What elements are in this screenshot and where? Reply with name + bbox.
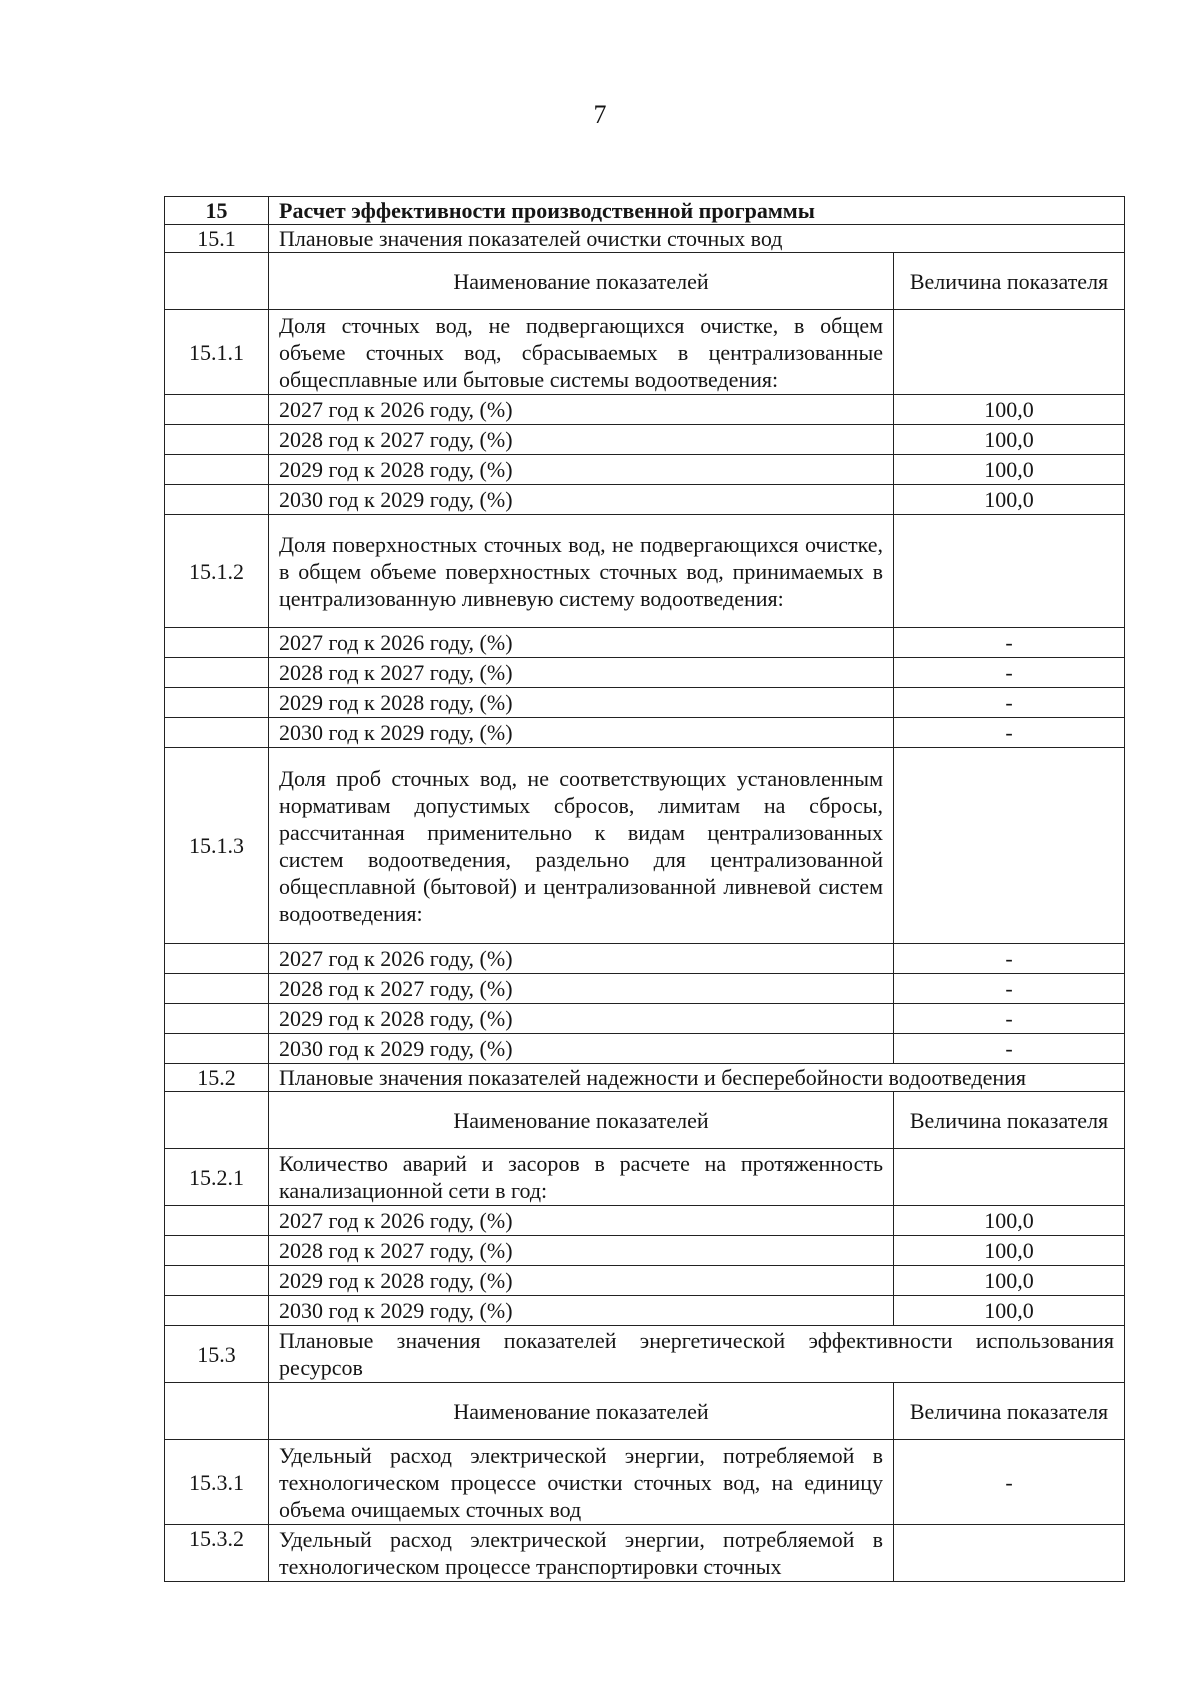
- section-title: Расчет эффективности производственной программы: [269, 197, 1125, 225]
- column-header-value: Величина показателя: [894, 1383, 1125, 1440]
- year-label: 2030 год к 2029 году, (%): [269, 718, 894, 748]
- indicator-value: -: [894, 1440, 1125, 1525]
- subsection-row: [165, 225, 1125, 253]
- column-header-name: Наименование показателей: [269, 1092, 894, 1149]
- year-label: 2027 год к 2026 году, (%): [269, 628, 894, 658]
- year-value: 100,0: [894, 1206, 1125, 1236]
- year-label: 2027 год к 2026 году, (%): [269, 944, 894, 974]
- indicator-row: [165, 310, 1125, 395]
- indicator-row: [165, 1525, 1125, 1582]
- page-number: 7: [593, 100, 607, 129]
- indicator-text: Доля сточных вод, не подвергающихся очистке, в общем объеме сточных вод, сбрасываемых в централизованные общесплавные или бытовые системы водоотведения:: [269, 310, 894, 395]
- subsection-number: 15.3: [165, 1326, 269, 1383]
- year-label: 2029 год к 2028 году, (%): [269, 455, 894, 485]
- year-label: 2030 год к 2029 году, (%): [269, 1296, 894, 1326]
- efficiency-table: [164, 196, 1125, 1582]
- column-header-name: Наименование показателей: [269, 1383, 894, 1440]
- year-row: [165, 1236, 1125, 1266]
- year-value: -: [894, 688, 1125, 718]
- year-label: 2029 год к 2028 году, (%): [269, 688, 894, 718]
- year-row: [165, 395, 1125, 425]
- year-value: -: [894, 1034, 1125, 1064]
- indicator-row: [165, 1149, 1125, 1206]
- year-value: 100,0: [894, 1236, 1125, 1266]
- year-value: -: [894, 1004, 1125, 1034]
- year-value: -: [894, 974, 1125, 1004]
- indicator-text: Удельный расход электрической энергии, потребляемой в технологическом процессе транспортировки сточных: [269, 1525, 894, 1582]
- subsection-number: 15.1: [165, 225, 269, 253]
- subsection-title: Плановые значения показателей очистки сточных вод: [269, 225, 1125, 253]
- year-row: [165, 974, 1125, 1004]
- year-value: -: [894, 658, 1125, 688]
- year-row: [165, 658, 1125, 688]
- subsection-row: [165, 1064, 1125, 1092]
- column-header-row: [165, 253, 1125, 310]
- column-header-name: Наименование показателей: [269, 253, 894, 310]
- year-label: 2029 год к 2028 году, (%): [269, 1266, 894, 1296]
- year-row: [165, 485, 1125, 515]
- year-value: 100,0: [894, 455, 1125, 485]
- indicator-number: 15.3.1: [165, 1440, 269, 1525]
- indicator-row: [165, 748, 1125, 944]
- year-row: [165, 628, 1125, 658]
- indicator-text: Доля поверхностных сточных вод, не подвергающихся очистке, в общем объеме поверхностных сточных вод, принимаемых в централизованную ливневую систему водоотведения:: [269, 515, 894, 628]
- year-value: 100,0: [894, 395, 1125, 425]
- year-row: [165, 1004, 1125, 1034]
- year-label: 2029 год к 2028 году, (%): [269, 1004, 894, 1034]
- year-label: 2027 год к 2026 году, (%): [269, 1206, 894, 1236]
- year-value: -: [894, 628, 1125, 658]
- column-header-row: [165, 1092, 1125, 1149]
- year-row: [165, 944, 1125, 974]
- year-label: 2030 год к 2029 году, (%): [269, 485, 894, 515]
- empty-cell: [165, 253, 269, 310]
- empty-cell: [894, 1149, 1125, 1206]
- year-row: [165, 1296, 1125, 1326]
- empty-cell: [165, 1383, 269, 1440]
- indicator-number: 15.3.2: [165, 1525, 269, 1582]
- subsection-title: Плановые значения показателей энергетической эффективности использования ресурсов: [269, 1326, 1125, 1383]
- empty-cell: [165, 1092, 269, 1149]
- empty-cell: [894, 515, 1125, 628]
- year-label: 2028 год к 2027 году, (%): [269, 658, 894, 688]
- year-label: 2028 год к 2027 году, (%): [269, 1236, 894, 1266]
- indicator-number: 15.1.2: [165, 515, 269, 628]
- year-row: [165, 1206, 1125, 1236]
- year-value: 100,0: [894, 1266, 1125, 1296]
- year-row: [165, 1034, 1125, 1064]
- indicator-row: [165, 515, 1125, 628]
- year-value: 100,0: [894, 1296, 1125, 1326]
- section-header-row: [165, 197, 1125, 225]
- year-row: [165, 1266, 1125, 1296]
- indicator-number: 15.1.1: [165, 310, 269, 395]
- indicator-value: [894, 1525, 1125, 1582]
- year-value: -: [894, 718, 1125, 748]
- year-label: 2027 год к 2026 году, (%): [269, 395, 894, 425]
- indicator-text: Доля проб сточных вод, не соответствующих установленным нормативам допустимых сбросов, лимитам на сбросы, рассчитанная применительно к видам централизованных систем водоотведения, раздельно для централизованной общесплавной (бытовой) и централизованной ливневой систем водоотведения:: [269, 748, 894, 944]
- year-value: 100,0: [894, 425, 1125, 455]
- indicator-number: 15.2.1: [165, 1149, 269, 1206]
- section-number: 15: [165, 197, 269, 225]
- indicator-text: Удельный расход электрической энергии, потребляемой в технологическом процессе очистки сточных вод, на единицу объема очищаемых сточных вод: [269, 1440, 894, 1525]
- empty-cell: [894, 310, 1125, 395]
- column-header-row: [165, 1383, 1125, 1440]
- subsection-number: 15.2: [165, 1064, 269, 1092]
- subsection-row: [165, 1326, 1125, 1383]
- indicator-number: 15.1.3: [165, 748, 269, 944]
- subsection-title: Плановые значения показателей надежности и бесперебойности водоотведения: [269, 1064, 1125, 1092]
- year-label: 2030 год к 2029 году, (%): [269, 1034, 894, 1064]
- year-row: [165, 425, 1125, 455]
- empty-cell: [894, 748, 1125, 944]
- indicator-row: [165, 1440, 1125, 1525]
- indicator-text: Количество аварий и засоров в расчете на протяженность канализационной сети в год:: [269, 1149, 894, 1206]
- year-value: -: [894, 944, 1125, 974]
- column-header-value: Величина показателя: [894, 1092, 1125, 1149]
- year-row: [165, 455, 1125, 485]
- year-row: [165, 718, 1125, 748]
- column-header-value: Величина показателя: [894, 253, 1125, 310]
- year-row: [165, 688, 1125, 718]
- year-label: 2028 год к 2027 году, (%): [269, 425, 894, 455]
- year-label: 2028 год к 2027 году, (%): [269, 974, 894, 1004]
- year-value: 100,0: [894, 485, 1125, 515]
